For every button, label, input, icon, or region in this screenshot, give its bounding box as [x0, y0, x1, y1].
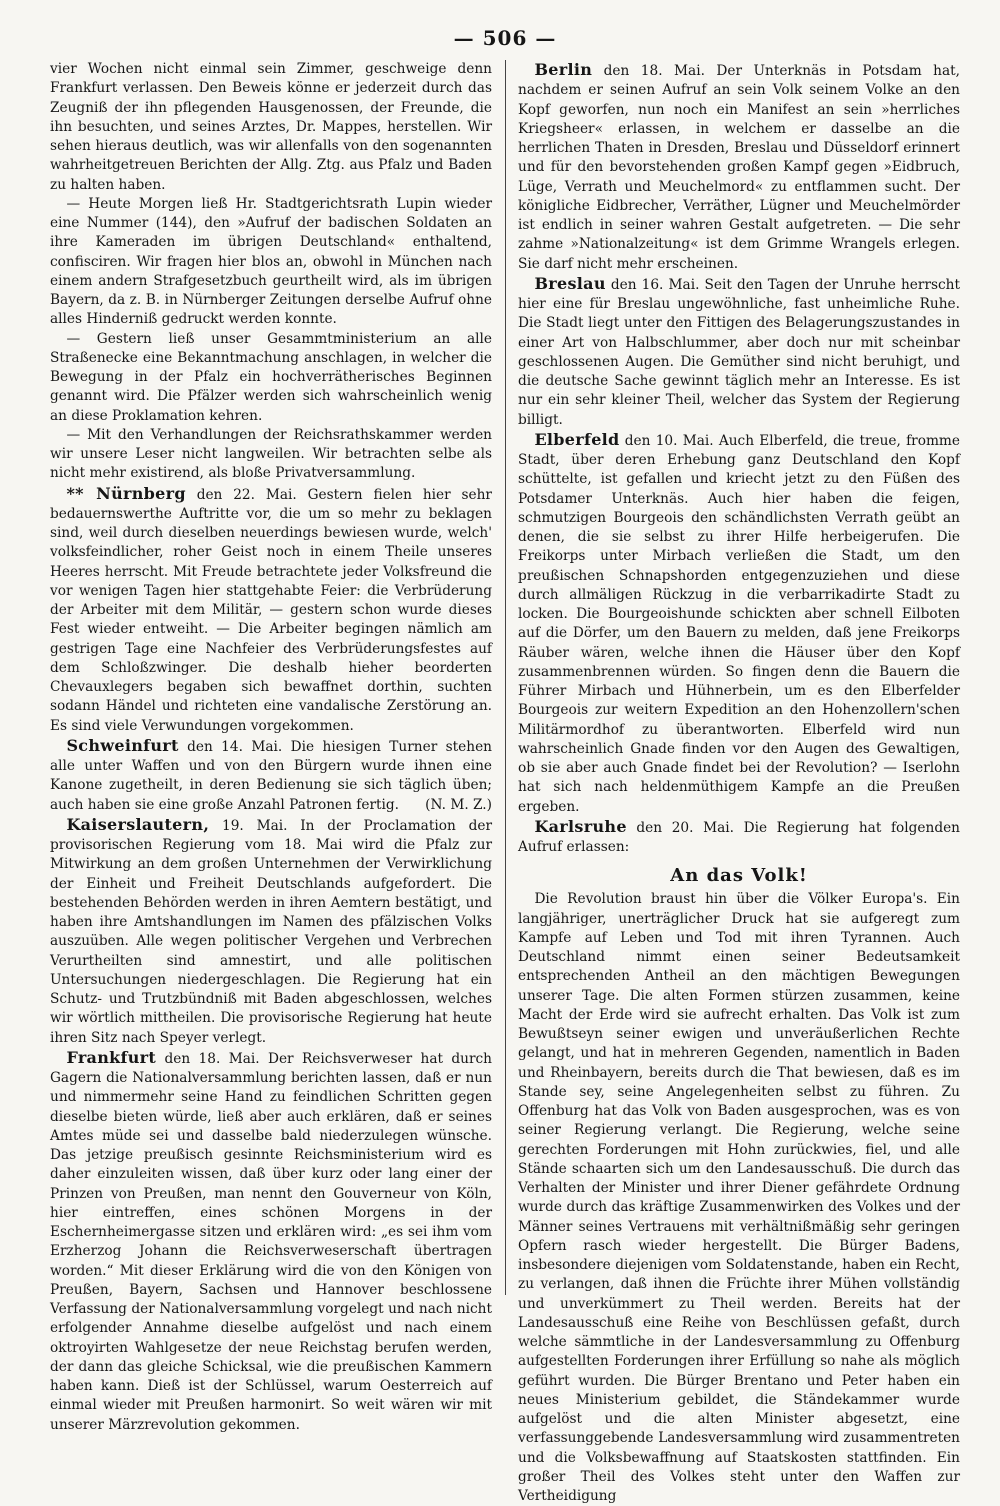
article-text: den 10. Mai. Auch Elberfeld, die treue, fromme Stadt, über deren Erhebung ganz Deutschland den Kopf schüttelte, ist gefallen und kriecht jetzt zu den Füßen des Potsdamer Unterknäs. Auch hier haben die feigen, schmutzigen Bourgeois den schändlichsten Verrath geübt an denen, die sie selbst zu ihrer Hilfe herbeigerufen. Die Freikorps unter Mirbach verließen die Stadt, um den preußischen Schnapshorden entgegenzuziehen und diese durch allmäligen Rückzug in die verbarrikadirte Stadt zu locken. Die Bourgeoishunde schickten aber schnell Eilboten auf die Dörfer, um den Bauern zu melden, daß jene Freikorps Räuber wären, welche ihnen die Häuser über den Kopf zusammenbrennen würden. So fingen denn die Bauern die Führer Mirbach und Hühnerbein, um es den Elberfelder Bourgeois zur weitern Expedition an den Hohenzollern'schen Militärmordhof zu überantworten. Elberfeld wird nun wahrscheinlich Gnade finden vor den Augen des Gewaltigen, ob sie aber auch Gnade findet bei der Revolution? — Iserlohn hat sich nach heldenmüthigem Kampfe an die Preußen ergeben. — [518, 432, 960, 815]
article-text: 19. Mai. In der Proclamation der provisorischen Regierung vom 18. Mai wird die Pfalz zur Mitwirkung an dem großen Unternehmen der Verwirklichung der Einheit und Freiheit Deutschlands aufgefordert. Die bestehenden Behörden werden in ihren Aemtern bestätigt, und haben ihre Amtshandlungen im Namen des pfälzischen Volks auszuüben. Alle wegen politischer Vergehen und Verbrechen Verurtheilten sind amnestirt, und alle politischen Untersuchungen niedergeschlagen. Die Regierung hat ein Schutz- und Trutzbündniß mit Baden abgeschlossen, welches wir wörtlich mittheilen. Die provisorische Regierung hat heute ihren Sitz nach Speyer verlegt. — [50, 817, 492, 1046]
columns — [50, 60, 960, 1504]
article-text: den 14. Mai. Die hiesigen Turner stehen alle unter Waffen und von den Bürgern wurde ihnen eine Kanone zugetheilt, in deren Bedienung sie sich täglich üben; auch haben sie eine große Anzahl Patronen fertig. — [50, 738, 492, 813]
article-paragraph: — Heute Morgen ließ Hr. Stadtgerichtsrath Lupin wieder eine Nummer (144), den »Aufruf der badischen Soldaten an ihre Kameraden im übrigen Deutschland« enthaltend, confisciren. Wir fragen hier blos an, obwohl in München nach einem andern Strafgesetzbuch geurtheilt wird, als im übrigen Bayern, da z. B. in Nürnberger Zeitungen derselbe Aufruf ohne alles Hinderniß gedruckt werden konnte. — [50, 195, 492, 328]
page-number: — 506 — — [453, 26, 557, 50]
article-text: den 20. Mai. Die Regierung hat folgenden Aufruf erlassen: — [518, 819, 960, 855]
article-elberfeld — [518, 430, 960, 817]
article-breslau — [518, 274, 960, 430]
article-karlsruhe — [518, 817, 960, 858]
dateline-frankfurt: Frankfurt — [66, 1047, 157, 1067]
dateline-kaiserslautern: Kaiserslautern, — [66, 814, 210, 834]
article-nurnberg — [50, 484, 492, 736]
dateline-schweinfurt: Schweinfurt — [66, 735, 179, 755]
article-frankfurt — [50, 1048, 492, 1435]
article-kaiserslautern — [50, 815, 492, 1048]
dateline-karlsruhe: Karlsruhe — [534, 816, 627, 836]
source-attribution: (N. M. Z.) — [425, 796, 492, 813]
article-text: den 16. Mai. Seit den Tagen der Unruhe herrscht hier eine für Breslau ungewöhnliche, fast unheimliche Ruhe. Die Stadt liegt unter den Fittigen des Belagerungszustandes in einer Art von Halbschlummer, aber doch nur mit scheinbar geschlossenen Augen. Die Gemüther sind nicht beruhigt, und die deutsche Sache gewinnt täglich mehr an Interesse. Es ist nur ein sehr kleiner Theil, welcher das System der Regierung billigt. — [518, 276, 960, 428]
article-berlin — [518, 60, 960, 274]
proclamation-text: Die Revolution braust hin über die Völker Europa's. Ein langjähriger, unerträglicher Druck hat sie aufgeregt zum Kampfe auf Leben und Tod mit ihren Tyrannen. Auch Deutschland nimmt einen seiner Bedeutsamkeit entsprechenden Antheil an den mächtigen Bewegungen unserer Tage. Die alten Formen stürzen zusammen, keine Macht der Erde wird sie aufrecht erhalten. Das Volk ist zum Bewußtseyn seiner ewigen und unveräußerlichen Rechte gelangt, und hat in mehreren Gegenden, namentlich in Baden und Rheinbayern, bereits durch die That bewiesen, daß es im Stande sey, seine Angelegenheiten selbst zu führen. Zu Offenburg hat das Volk von Baden ausgesprochen, was es von seiner Regierung verlangt. Die Regierung, welche seine gerechten Forderungen mit Hohn zurückwies, fiel, und alle Stände schaarten sich um den Landesausschuß. Die durch das Verhalten der Minister und ihrer Diener gefährdete Ordnung wurde durch das kräftige Zusammenwirken des Volkes und der Männer seines Vertrauens mit verhältnißmäßig sehr geringen Opfern rasch wieder hergestellt. Die Bürger Badens, insbesondere diejenigen vom Soldatenstande, haben ein Recht, zu verlangen, daß ihnen die Früchte ihrer Mühen vollständig und unverkümmert zu Theil werden. Bereits hat der Landesausschuß eine Reihe von Beschlüssen gefaßt, durch welche sämmtliche in der Landesversammlung zu Offenburg aufgestellten Forderungen ihrer Erfüllung so nahe als möglich geführt wurden. Die Bürger Brentano und Peter haben ein neues Ministerium gebildet, die Ständekammer wurde aufgelöst und die alten Minister abgesetzt, eine verfassunggebende Landesversammlung wird zusammentreten und die Volksbewaffnung auf Staatskosten stattfinden. Ein großer Theil des Volkes steht unter den Waffen zur Vertheidigung — [518, 891, 960, 1504]
article-text: den 18. Mai. Der Unterknäs in Potsdam hat, nachdem er seinen Aufruf an sein Volk seinem Volke an den Kopf geworfen, nun noch ein Manifest an sein »herrliches Kriegsheer« erlassen, in welchem er dasselbe an die herrlichen Thaten in Dresden, Breslau und Düsseldorf erinnert und für den bevorstehenden großen Kampf gegen »Eidbruch, Lüge, Verrath und Meuchelmord« zu entflammen sucht. Der königliche Eidbrecher, Verräther, Lügner und Meuchelmörder ist endlich in seiner wahren Gestalt aufgetreten. — Die sehr zahme »Nationalzeitung« ist dem Grimme Wrangels erlegen. Sie darf nicht mehr erscheinen. — [518, 63, 960, 272]
article-paragraph: — Gestern ließ unser Gesammtministerium an alle Straßenecke eine Bekanntmachung anschlagen, in welcher die Bewegung in der Pfalz ein hochverrätherisches Beginnen genannt wird. Die Pfälzer werden sich wahrscheinlich wenig an diese Proklamation kehren. — [50, 330, 492, 424]
column-divider — [505, 60, 506, 1295]
dateline-breslau: Breslau — [534, 273, 606, 293]
dateline-elberfeld: Elberfeld — [534, 429, 620, 449]
article-text: den 18. Mai. Der Reichsverweser hat durch Gagern die Nationalversammlung berichten lassen, daß er nun und nimmermehr seine Hand zu feindlichen Schritten gegen dieselbe bieten würde, ließ aber auch erklären, daß er seines Amtes müde sei und dasselbe bald niederzulegen wünsche. Das jetzige preußisch gesinnte Reichsministerium wird es daher einzuleiten wissen, daß über kurz oder lang einer der Prinzen von Preußen, man nennt den Gouverneur von Köln, hier eintreffen, eines schönen Morgens in der Eschernheimergasse sitzen und erklären wird: „es sei ihm vom Erzherzog Johann die Reichsverweserschaft übertragen worden.“ Mit dieser Erklärung wird die von den Königen von Preußen, Bayern, Sachsen und Hannover beschlossene Verfassung der Nationalversammlung vorgelegt und nach nicht erfolgender Annahme dieselbe aufgelöst und nach einem oktroyirten Wahlgesetze der neue Reichstag berufen werden, der dann das gleiche Schicksal, wie die preußischen Kammern haben kann. Dieß ist der Schlüssel, warum Oesterreich auf einmal wieder mit Preußen harmonirt. So weit wären wir mit unserer Märzrevolution gekommen. — [50, 1050, 492, 1433]
left-column — [50, 60, 492, 1433]
right-column — [518, 60, 960, 1504]
article-text: den 22. Mai. Gestern fielen hier sehr bedauernswerthe Auftritte vor, die um so mehr zu beklagen sind, weil durch dieselben neuerdings bewiesen wurde, welch' volksfeindlicher, roher Geist noch in einem Theile unseres Heeres herrscht. Mit Freude betrachtete jeder Volksfreund die vor wenigen Tagen hier stattgehabte Feier: die Verbrüderung der Arbeiter mit dem Militär, — gestern schon wurde dieses Fest wieder entweiht. — Die Arbeiter begingen nämlich am gestrigen Tage eine Nachfeier des Verbrüderungsfestes auf dem Schloßzwinger. Die deshalb hieher beorderten Chevauxlegers begaben sich bewaffnet dorthin, suchten sodann Händel und richteten eine vandalische Zerstörung an. Es sind viele Verwundungen vorgekommen. — [50, 486, 492, 734]
dateline-berlin: Berlin — [534, 60, 593, 79]
dateline-nurnberg: ** Nürnberg — [66, 483, 186, 503]
proclamation-title: An das Volk! — [670, 865, 808, 887]
article-paragraph: — Mit den Verhandlungen der Reichsrathskammer werden wir unsere Leser nicht langweilen. Wir betrachten selbe als nicht mehr existirend, als bloße Privatversammlung. — [50, 426, 492, 482]
article-paragraph: vier Wochen nicht einmal sein Zimmer, geschweige denn Frankfurt verlassen. Den Beweis könne er jederzeit durch das Zeugniß der ihn pflegenden Hausgenossen, der Freunde, die ihn besuchten, und seines Arztes, Dr. Mappes, herstellen. Wir sehen hieraus deutlich, was wir allenfalls von den sogenannten wahrheitgetreuen Berichten der Allg. Ztg. aus Pfalz und Baden zu halten haben. — [50, 61, 492, 193]
article-schweinfurt — [50, 736, 492, 815]
